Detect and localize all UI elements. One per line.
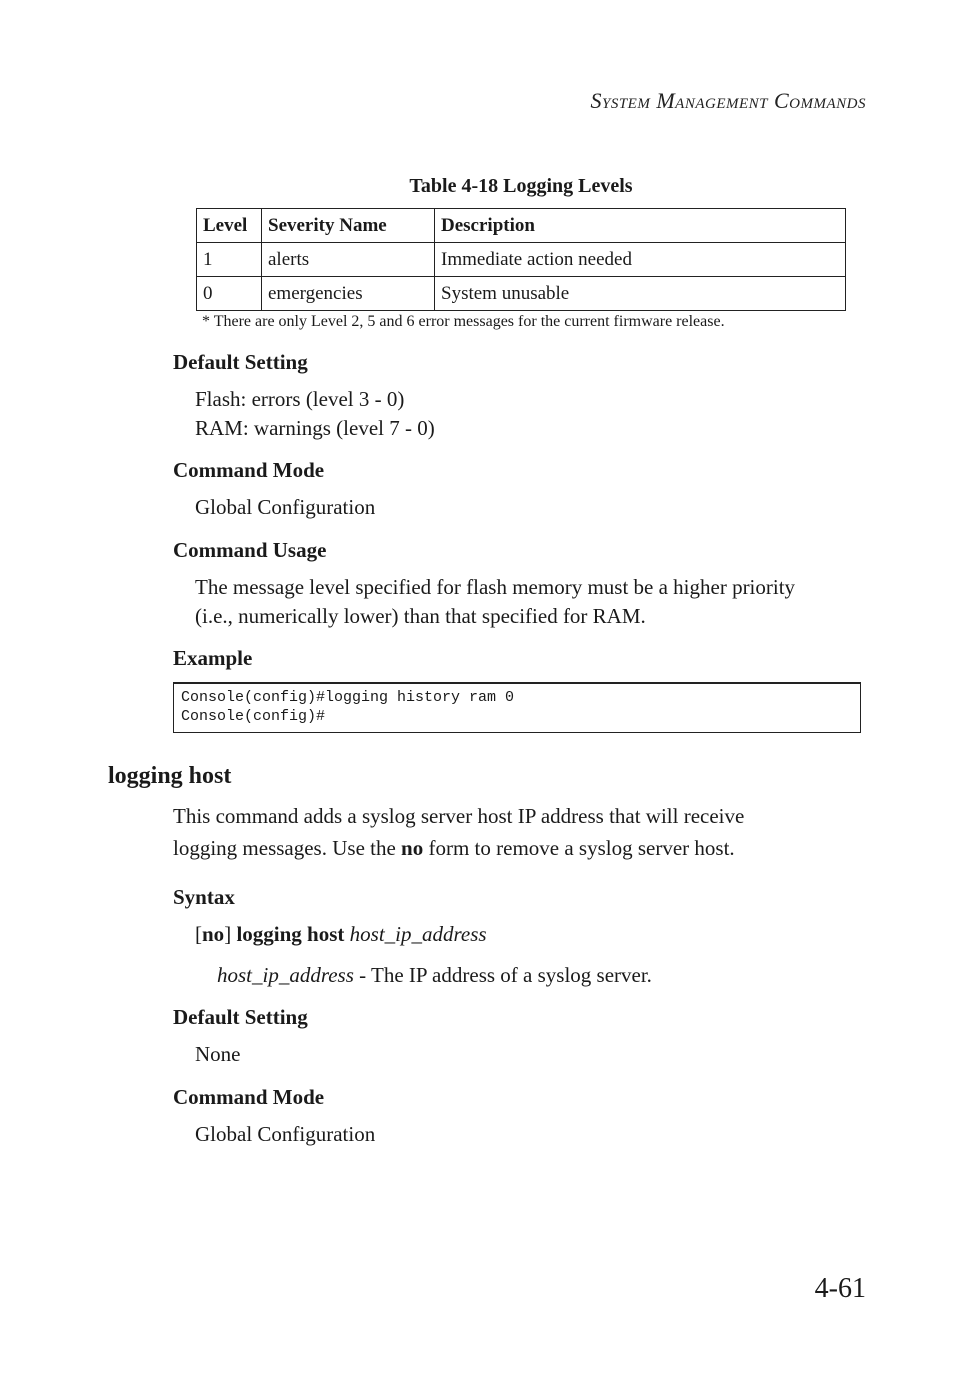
syntax-line	[195, 920, 487, 949]
column-header-level: Level	[197, 209, 262, 243]
table-header-row	[197, 209, 846, 243]
cell-severity: alerts	[262, 243, 435, 277]
command-mode-value: Global Configuration	[195, 495, 376, 519]
column-header-description: Description	[435, 209, 846, 243]
cell-description: Immediate action needed	[435, 243, 846, 277]
parameter-description	[217, 961, 652, 990]
default-setting-value: None	[195, 1042, 241, 1066]
cell-description: System unusable	[435, 277, 846, 311]
table-footnote: * There are only Level 2, 5 and 6 error messages for the current firmware release.	[202, 313, 725, 330]
syntax-heading: Syntax	[173, 885, 235, 909]
parameter-name: host_ip_address	[217, 963, 354, 987]
command-usage-heading: Command Usage	[173, 538, 327, 562]
syntax-bracket: ]	[224, 922, 237, 946]
example-code-block: Console(config)#logging history ram 0 Console(config)#	[173, 682, 861, 733]
logging-host-description-line2	[173, 832, 735, 864]
parameter-text: - The IP address of a syslog server.	[353, 963, 652, 987]
command-mode-heading: Command Mode	[173, 1085, 325, 1109]
logging-host-description-line1: This command adds a syslog server host IP address that will receive	[173, 804, 745, 828]
example-heading: Example	[173, 646, 253, 670]
cell-level: 1	[197, 243, 262, 277]
table-row	[197, 277, 846, 311]
command-mode-heading: Command Mode	[173, 458, 325, 482]
syntax-parameter: host_ip_address	[349, 922, 487, 946]
column-header-severity: Severity Name	[262, 209, 435, 243]
desc-text: form to remove a syslog server host.	[423, 836, 735, 860]
default-setting-flash: Flash: errors (level 3 - 0)	[195, 387, 405, 411]
syntax-no: no	[202, 922, 225, 946]
desc-text: logging messages. Use the	[173, 836, 402, 860]
table-row	[197, 243, 846, 277]
cell-level: 0	[197, 277, 262, 311]
command-usage-line1: The message level specified for flash memory must be a higher priority	[195, 575, 796, 599]
desc-no-keyword: no	[401, 836, 424, 860]
command-mode-value: Global Configuration	[195, 1122, 376, 1146]
running-header: System Management Commands	[590, 88, 866, 113]
syntax-bracket: [	[195, 922, 202, 946]
default-setting-heading: Default Setting	[173, 1005, 308, 1029]
syntax-command: logging host	[236, 922, 345, 946]
logging-levels-table	[196, 208, 846, 311]
table-caption: Table 4-18 Logging Levels	[409, 175, 633, 197]
default-setting-heading: Default Setting	[173, 350, 308, 374]
logging-host-title: logging host	[108, 763, 232, 789]
cell-severity: emergencies	[262, 277, 435, 311]
page-number: 4-61	[814, 1273, 866, 1304]
command-usage-line2: (i.e., numerically lower) than that specified for RAM.	[195, 604, 646, 628]
default-setting-ram: RAM: warnings (level 7 - 0)	[195, 416, 435, 440]
